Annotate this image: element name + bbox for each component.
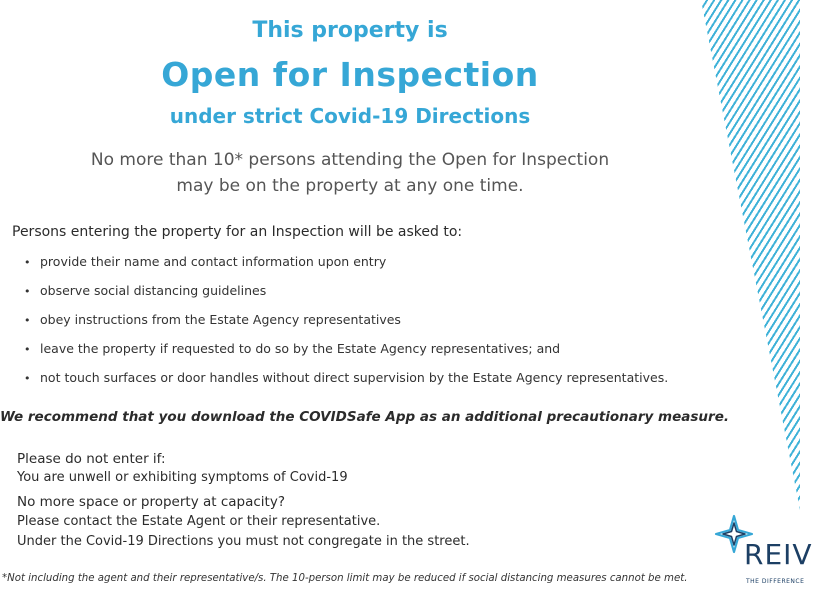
capacity-line-2: Under the Covid-19 Directions you must not congregate in the street. <box>17 534 470 549</box>
requirements-list <box>24 253 668 398</box>
logo-tagline: THE DIFFERENCE <box>746 578 805 585</box>
bullet-icon: • <box>24 256 31 269</box>
list-item: • leave the property if requested to do so by the Estate Agency representatives; and <box>24 340 668 369</box>
list-item: • provide their name and contact information upon entry <box>24 253 668 282</box>
bullet-icon: • <box>24 372 31 385</box>
logo-text: REIV <box>744 538 813 571</box>
recommendation-text: We recommend that you download the COVIDSafe App as an additional precautionary measure. <box>0 409 729 425</box>
footnote: *Not including the agent and their representative/s. The 10-person limit may be reduced if social distancing measures cannot be met. <box>2 573 688 584</box>
subheading-line-1: No more than 10* persons attending the Open for Inspection <box>90 150 610 170</box>
bullet-icon: • <box>24 314 31 327</box>
capacity-title: No more space or property at capacity? <box>17 494 286 510</box>
capacity-line-1: Please contact the Estate Agent or their representative. <box>17 514 381 529</box>
bullet-icon: • <box>24 285 31 298</box>
subheading-line-2: may be on the property at any one time. <box>176 176 524 196</box>
heading-title: Open for Inspection <box>161 55 539 94</box>
lead-text: Persons entering the property for an Inspection will be asked to: <box>12 224 463 240</box>
do-not-enter-reason: You are unwell or exhibiting symptoms of Covid-19 <box>17 470 348 485</box>
list-item: • not touch surfaces or door handles without direct supervision by the Estate Agency representatives. <box>24 369 668 398</box>
heading-line-3: under strict Covid-19 Directions <box>169 104 531 128</box>
heading-line-1: This property is <box>252 18 448 43</box>
do-not-enter-title: Please do not enter if: <box>17 451 166 467</box>
decorative-stripes <box>701 0 800 510</box>
list-item: • obey instructions from the Estate Agency representatives <box>24 311 668 340</box>
bullet-icon: • <box>24 343 31 356</box>
list-item: • observe social distancing guidelines <box>24 282 668 311</box>
